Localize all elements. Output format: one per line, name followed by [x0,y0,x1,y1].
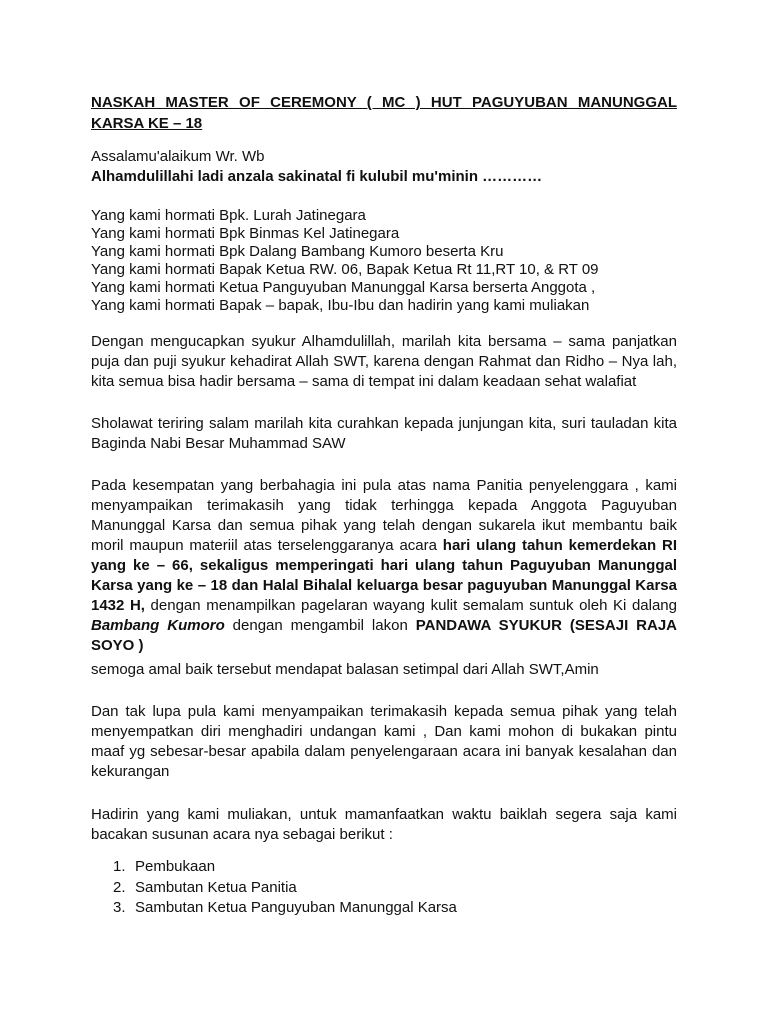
closing-prayer: semoga amal baik tersebut mendapat balasan setimpal dari Allah SWT,Amin [91,661,599,678]
paragraph-gratitude: Dengan mengucapkan syukur Alhamdulillah, marilah kita bersama – sama panjatkan puja dan puji syukur kehadirat Allah SWT, karena dengan Rahmat dan Ridho – Nya lah, kita semua bisa hadir bersama – sama di tempat ini dalam keadaan sehat walafiat [91,333,677,390]
agenda-number: 2. [113,878,126,896]
document-title: NASKAH MASTER OF CEREMONY ( MC ) HUT PAGUYUBAN MANUNGGAL KARSA KE – 18 [91,94,677,132]
honorific-line: Yang kami hormati Bpk Dalang Bambang Kumoro beserta Kru [91,243,504,260]
agenda-list [113,857,457,919]
honorifics-list [91,207,677,315]
paragraph-acknowledgement [91,476,677,656]
event-description: hari ulang tahun kemerdekan RI yang ke – 66, sekaligus memperingati hari ulang tahun Paguyuban Manunggal Karsa yang ke – 18 dan Halal Bihalal keluarga besar paguyuban Manunggal Karsa 1432 H, [91,537,677,614]
acknowledgement-text: Pada kesempatan yang berbahagia ini pula atas nama Panitia penyelenggara , kami menyampaikan terimakasih yang tidak terhingga kepada Anggota Paguyuban Manunggal Karsa dan semua pihak yang telah dengan sukarela ikut membantu baik moril maupun materiil atas terselenggaranya acara [91,477,677,554]
agenda-item [113,878,457,899]
greeting-text: Assalamu'alaikum Wr. Wb [91,148,265,165]
agenda-number: 1. [113,858,126,875]
honorific-line: Yang kami hormati Bpk. Lurah Jatinegara [91,207,366,224]
agenda-item [113,898,457,919]
agenda-text: Pembukaan [135,858,216,875]
greeting-block [91,147,677,187]
honorific-line: Yang kami hormati Bpk Binmas Kel Jatinegara [91,225,400,242]
paragraph-sholawat: Sholawat teriring salam marilah kita curahkan kepada junjungan kita, suri tauladan kita Baginda Nabi Besar Muhammad SAW [91,415,677,452]
acknowledgement-text-3: dengan mengambil lakon [224,617,416,634]
dalang-name: Bambang Kumoro [91,617,225,634]
agenda-number: 3. [113,899,126,916]
honorific-line: Yang kami hormati Ketua Panguyuban Manunggal Karsa berserta Anggota , [91,279,596,296]
paragraph-thanks: Dan tak lupa pula kami menyampaikan terimakasih kepada semua pihak yang telah menyempatkan diri menghadiri undangan kami , Dan kami mohon di bukakan pintu maaf yg sebesar-besar apabila dalam penyelengaraan acara ini banyak kesalahan dan kekurangan [91,703,677,780]
acknowledgement-text-2: dengan menampilkan pagelaran wayang kulit semalam suntuk oleh Ki dalang [144,597,677,614]
paragraph-agenda-intro: Hadirin yang kami muliakan, untuk mamanfaatkan waktu baiklah segera saja kami bacakan susunan acara nya sebagai berikut : [91,806,677,843]
honorific-line: Yang kami hormati Bapak – bapak, Ibu-Ibu dan hadirin yang kami muliakan [91,297,590,314]
agenda-text: Sambutan Ketua Panguyuban Manunggal Karsa [135,899,457,916]
lakon-title: PANDAWA SYUKUR (SESAJI RAJA SOYO ) [91,617,677,654]
agenda-item [113,857,457,878]
agenda-text: Sambutan Ketua Panitia [135,878,297,896]
opening-text: Alhamdulillahi ladi anzala sakinatal fi kulubil mu'minin ………… [91,168,543,185]
honorific-line: Yang kami hormati Bapak Ketua RW. 06, Bapak Ketua Rt 11,RT 10, & RT 09 [91,261,599,278]
